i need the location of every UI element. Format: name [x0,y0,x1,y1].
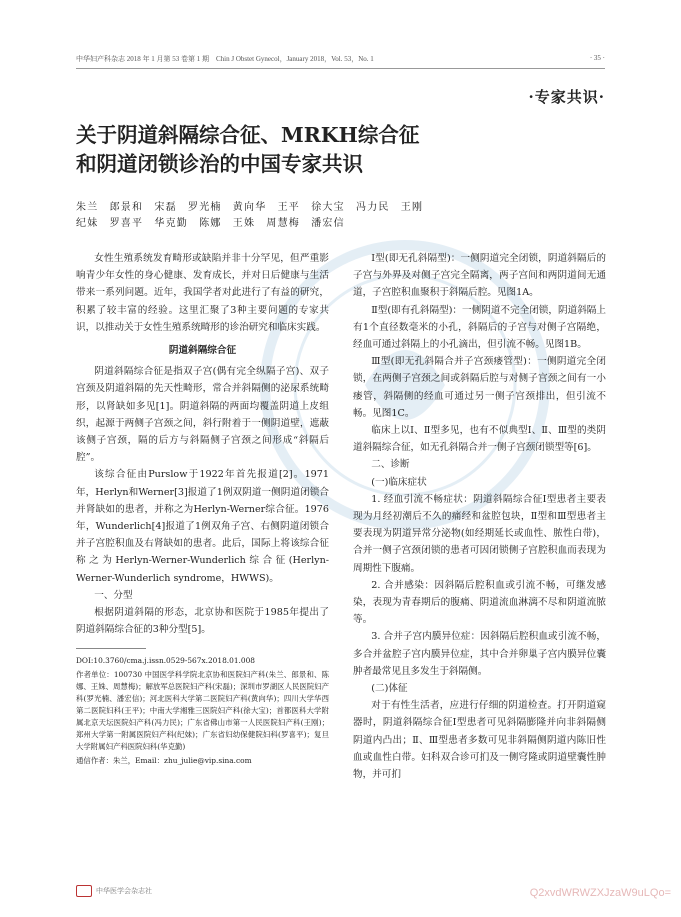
subheading: 一、分型 [94,589,133,601]
page-number: · 35 · [589,54,605,62]
body-paragraph: 1. 经血引流不畅症状：阴道斜隔综合征Ⅰ型患者主要表现为月经初潮后不久的痛经和盆腔包块，Ⅱ型和Ⅲ型患者主要表现为阴道异常分泌物(如经期延长或血性、脓性白带)，合并一侧子宫颈闭锁的患者可因闭锁侧子宫腔积血而表现为周期性下腹痛。 [353,493,606,574]
authors-line-1: 朱兰 郎景和 宋磊 罗光楠 黄向华 王平 徐大宝 冯力民 王刚 [76,202,424,213]
body-paragraph: 3. 合并子宫内膜异位症：因斜隔后腔积血或引流不畅，多合并盆腔子宫内膜异位症，其中合并卵巢子宫内膜异位囊肿者最常见且多发生于斜隔侧。 [353,631,606,677]
body-paragraph: 对于有性生活者，应进行仔细的阴道检查。打开阴道窥器时，阴道斜隔综合征Ⅰ型患者可见斜隔膨隆并向非斜隔侧阴道内凸出；Ⅱ、Ⅲ型患者多数可见非斜隔侧阴道内陈旧性血或血性白带。妇科双合诊可扪及一侧穹隆或阴道壁囊性肿物，并可扪 [353,700,606,781]
authors-line-2: 纪妹 罗喜平 华克勤 陈娜 王姝 周慧梅 潘宏信 [76,218,345,229]
body-paragraph: Ⅱ型(即有孔斜隔型)：一侧阴道不完全闭锁，阴道斜隔上有1个直径数毫米的小孔，斜隔后的子宫与对侧子宫隔绝，经血可通过斜隔上的小孔滴出，但引流不畅。见图1B。 [353,304,606,351]
article-title [76,121,419,179]
footnotes [76,655,329,767]
column-tag: ·专家共识· [528,88,605,106]
subheading: (一)临床症状 [371,476,427,488]
subheading: 二、诊断 [371,459,410,471]
header-rule [76,68,605,69]
body-paragraph: Ⅲ型(即无孔斜隔合并子宫颈瘘管型)：一侧阴道完全闭锁，在两侧子宫颈之间或斜隔后腔与对侧子宫颈之间有一小瘘管，斜隔侧的经血可通过另一侧子宫颈排出，但引流不畅。见图1C。 [353,356,606,419]
section-heading: 阴道斜隔综合征 [168,345,237,357]
corresponding-author: 通信作者：朱兰，Email：zhu_julie@vip.sina.com [76,756,252,766]
running-header [76,54,605,68]
body-paragraph: 该综合征由Purslow于1922年首先报道[2]。1971年，Herlyn和Werner[3]报道了1例双阴道一侧阴道闭锁合并肾缺如的患者，并称之为Herlyn-Werner综合征。1976年，Wunderlich[4]报道了1例双角子宫、右侧阴道闭锁合并子宫腔积血及右肾缺如的患者。此后，国际上将该综合征称之为Herlyn-Werner-Wunderlich综合征(Herlyn-Werner-Wunderlich syndrome，HWWS)。 [76,469,329,584]
author-list [76,200,423,232]
body-paragraph: 阴道斜隔综合征是指双子宫(偶有完全纵隔子宫)、双子宫颈及阴道斜隔的先天性畸形，常合并斜隔侧的泌尿系统畸形，以肾缺如多见[1]。阴道斜隔的两面均覆盖阴道上皮组织，起源于两侧子宫颈之间，斜行附着于一侧阴道壁，遮蔽该侧子宫颈，隔的后方与斜隔侧子宫颈之间形成“斜隔后腔”。 [76,366,329,464]
affiliations: 作者单位：100730 中国医学科学院北京协和医院妇产科(朱兰、郎景和、陈娜、王姝、周慧梅)；解放军总医院妇产科(宋磊)；深圳市罗湖区人民医院妇产科(罗光楠、潘宏信)；河北医科大学第二医院妇产科(黄向华)；四川大学华西第二医院妇科(王平)；中南大学湘雅三医院妇产科(徐大宝)；首都医科大学附属北京天坛医院妇产科(冯力民)；广东省佛山市第一人民医院妇产科(王刚)；郑州大学第一附属医院妇产科(纪妹)；广东省妇幼保健院妇科(罗喜平)；复旦大学附属妇产科医院妇科(华克勤) [76,670,329,752]
body-paragraph: 2. 合并感染：因斜隔后腔积血或引流不畅，可继发感染，表现为青春期后的腹痛、阴道流血淋漓不尽和阴道流脓等。 [353,579,606,626]
body-paragraph: Ⅰ型(即无孔斜隔型)：一侧阴道完全闭锁，阴道斜隔后的子宫与外界及对侧子宫完全隔离，两子宫间和两阴道间无通道，子宫腔积血聚积于斜隔后腔。见图1A。 [353,253,606,299]
publisher-logo [76,885,152,897]
footnote-rule [76,648,146,649]
right-column [353,250,606,783]
journal-citation: 中华妇产科杂志 2018 年 1 月第 53 卷第 1 期 Chin J Obstet Gynecol，January 2018，Vol. 53，No. 1 [76,55,374,63]
title-line-2: 和阴道闭锁诊治的中国专家共识 [76,152,363,176]
body-paragraph: 临床上以Ⅰ、Ⅱ型多见，也有不似典型Ⅰ、Ⅱ、Ⅲ型的类阴道斜隔综合征，如无孔斜隔合并一侧子宫颈闭锁型等[6]。 [353,425,606,454]
intro-paragraph: 女性生殖系统发育畸形或缺陷并非十分罕见，但严重影响青少年女性的身心健康、发育成长，并对日后健康与生活带来一系列问题。近年，我国学者对此进行了有益的研究，积累了较丰富的经验。这里汇聚了3种主要问题的专家共识，以推动关于女性生殖系统畸形的诊治研究和临床实践。 [76,253,329,333]
encoded-watermark: Q2xvdWRWZXJzaW9uLQo= [529,887,671,899]
left-column [76,250,329,769]
publisher-name: 中华医学会杂志社 [96,887,152,895]
title-line-1: 关于阴道斜隔综合征、MRKH综合征 [76,123,420,147]
publisher-logo-icon [76,885,92,897]
doi: DOI:10.3760/cma.j.issn.0529-567x.2018.01.008 [76,656,255,666]
subheading: (二)体征 [371,683,408,695]
body-paragraph: 根据阴道斜隔的形态，北京协和医院于1985年提出了阴道斜隔综合征的3种分型[5]。 [76,607,329,636]
